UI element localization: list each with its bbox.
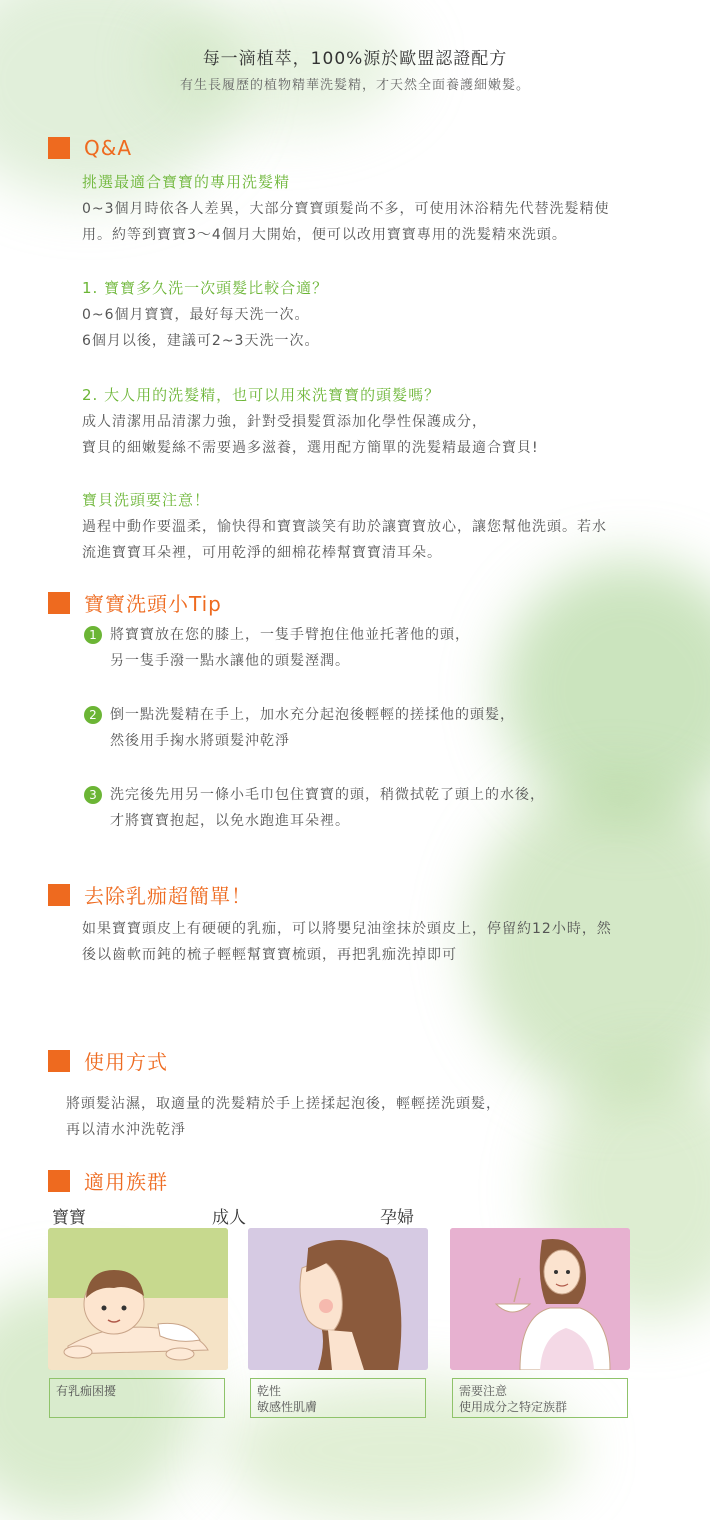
- section-marker-icon: [48, 137, 70, 159]
- usage-title: 使用方式: [84, 1050, 168, 1074]
- adult-illustration: [248, 1228, 428, 1370]
- qa-title: Q&A: [84, 136, 133, 160]
- qa-answer-line: 0~3個月時依各人差異，大部分寶寶頭髮尚不多，可使用沐浴精先代替洗髮精使: [82, 201, 610, 217]
- qa-heading: 挑選最適合寶寶的專用洗髮精: [82, 173, 291, 191]
- qa-block: [82, 170, 672, 248]
- usage-line: 將頭髮沾濕，取適量的洗髮精於手上搓揉起泡後，輕輕搓洗頭髮，: [66, 1096, 501, 1112]
- group-label-pregnant: 孕婦: [380, 1208, 414, 1228]
- cradle-cap-line: 如果寶寶頭皮上有硬硬的乳痂，可以將嬰兒油塗抹於頭皮上，停留約12小時，然: [82, 921, 612, 937]
- cradle-cap-title: 去除乳痂超簡單！: [84, 884, 252, 908]
- tip-line: 然後用手掬水將頭髮沖乾淨: [110, 733, 290, 749]
- section-marker-icon: [48, 884, 70, 906]
- qa-heading: 寶貝洗頭要注意！: [82, 491, 211, 509]
- tip-line: 才將寶寶抱起，以免水跑進耳朵裡。: [110, 813, 350, 829]
- group-desc-baby: [49, 1378, 225, 1418]
- qa-answer-line: 流進寶寶耳朵裡，可用乾淨的細棉花棒幫寶寶清耳朵。: [82, 545, 442, 561]
- step-number-icon: 3: [84, 786, 102, 804]
- groups-section-header: [48, 1166, 168, 1195]
- group-desc-adult: [250, 1378, 426, 1418]
- group-desc-line: 使用成分之特定族群: [459, 1400, 568, 1414]
- qa-answer-line: 用。約等到寶寶3～4個月大開始，便可以改用寶寶專用的洗髮精來洗頭。: [82, 227, 567, 243]
- tip-item: [84, 702, 515, 754]
- page-title: 每一滴植萃，100%源於歐盟認證配方: [202, 49, 508, 69]
- pregnant-illustration: [450, 1228, 630, 1370]
- page-subtitle: 有生長履歷的植物精華洗髮精，才天然全面養護細嫩髮。: [179, 78, 530, 93]
- tip-item: [84, 782, 545, 834]
- group-desc-line: 有乳痂困擾: [56, 1384, 117, 1398]
- section-marker-icon: [48, 1050, 70, 1072]
- cradle-cap-text: [82, 916, 682, 968]
- qa-heading: 2. 大人用的洗髮精，也可以用來洗寶寶的頭髮嗎？: [82, 386, 441, 404]
- group-label-baby: 寶寶: [52, 1208, 86, 1228]
- qa-heading: 1. 寶寶多久洗一次頭髮比較合適？: [82, 279, 329, 297]
- watercolor-bg-right-1: [500, 560, 710, 820]
- usage-line: 再以清水沖洗乾淨: [66, 1122, 186, 1138]
- cradle-cap-line: 後以齒軟而鈍的梳子輕輕幫寶寶梳頭，再把乳痂洗掉即可: [82, 947, 457, 963]
- tip-line: 另一隻手潑一點水讓他的頭髮溼潤。: [110, 653, 350, 669]
- cradle-cap-section-header: [48, 880, 252, 909]
- qa-answer-line: 寶貝的細嫩髮絲不需要過多滋養，選用配方簡單的洗髮精最適合寶貝!: [82, 440, 539, 456]
- usage-section-header: [48, 1046, 168, 1075]
- tip-line: 倒一點洗髮精在手上，加水充分起泡後輕輕的搓揉他的頭髮，: [110, 707, 515, 723]
- step-number-icon: 1: [84, 626, 102, 644]
- tips-section-header: [48, 588, 222, 617]
- tip-line: 將寶寶放在您的膝上，一隻手臂抱住他並托著他的頭，: [110, 627, 470, 643]
- tip-line: 洗完後先用另一條小毛巾包住寶寶的頭，稍微拭乾了頭上的水後，: [110, 787, 545, 803]
- qa-answer-line: 0~6個月寶寶，最好每天洗一次。: [82, 307, 310, 323]
- qa-section-header: [48, 136, 132, 160]
- group-desc-pregnant: [452, 1378, 628, 1418]
- section-marker-icon: [48, 592, 70, 614]
- qa-block: [82, 276, 672, 354]
- group-desc-line: 敏感性肌膚: [257, 1400, 318, 1414]
- qa-block: [82, 488, 682, 566]
- step-number-icon: 2: [84, 706, 102, 724]
- qa-block: [82, 383, 672, 461]
- tip-item: [84, 622, 470, 674]
- group-desc-line: 需要注意: [459, 1384, 508, 1398]
- groups-title: 適用族群: [84, 1170, 168, 1194]
- baby-illustration: [48, 1228, 228, 1370]
- group-label-adult: 成人: [212, 1208, 246, 1228]
- qa-answer-line: 成人清潔用品清潔力強，針對受損髮質添加化學性保護成分，: [82, 414, 487, 430]
- usage-text: [66, 1091, 666, 1143]
- tips-title: 寶寶洗頭小Tip: [84, 592, 222, 616]
- group-desc-line: 乾性: [257, 1384, 282, 1398]
- section-marker-icon: [48, 1170, 70, 1192]
- qa-answer-line: 過程中動作要溫柔，愉快得和寶寶談笑有助於讓寶寶放心，讓您幫他洗頭。若水: [82, 519, 607, 535]
- qa-answer-line: 6個月以後，建議可2~3天洗一次。: [82, 333, 320, 349]
